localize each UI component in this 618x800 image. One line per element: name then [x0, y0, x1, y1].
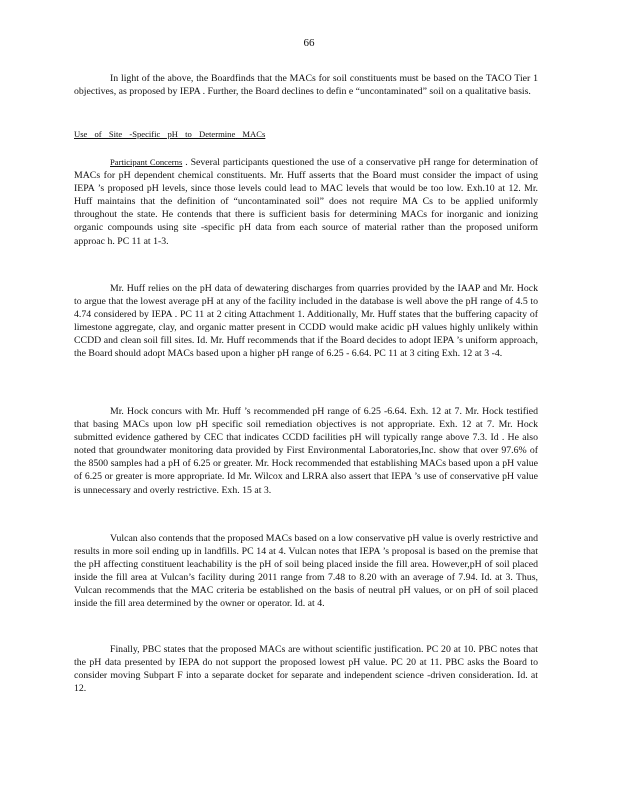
paragraph-text: Mr. Hock concurs with Mr. Huff ’s recommended pH range of 6.25 -6.64. Exh. 12 at 7. Mr. Hock testified that basing MACs upon low pH specific soil remediation objectives is not appropriate. Exh. 12 at 7. Mr. Hock submitted evidence gathered by CEC that indicates CCDD facilities pH will typically range above 7.3. Id . He also noted that groundwater monitoring data provided by First Environmental Laboratories,Inc. show that over 97.6% of the 8500 samples had a pH of 6.25 or greater. Mr. Hock recommended that establishing MACs based upon a pH value of 6.25 or greater is more appropriate. Id Mr. Wilcox and LRRA also assert that IEPA ’s use of conservative pH value is unnecessary and overly restrictive. Exh. 15 at 3. — [74, 406, 538, 496]
paragraph-text: Finally, PBC states that the proposed MACs are without scientific justification. PC 20 at 10. PBC notes that the pH data presented by IEPA do not support the proposed lowest pH value. PC 20 at 11. PBC asks the Board to consider moving Subpart F into a separate docket for separate and independent science -driven consideration. Id. at 12. — [74, 644, 538, 695]
paragraph-vulcan — [74, 532, 538, 611]
paragraph-text — [74, 156, 538, 248]
paragraph-participant-concerns — [74, 156, 538, 248]
paragraph-text: In light of the above, the Boardfinds that the MACs for soil constituents must be based on the TACO Tier 1 objectives, as proposed by IEPA . Further, the Board declines to defin e “uncontaminated” soil on a qualitative basis. — [74, 73, 538, 98]
section-heading-text: Use of Site -Specific pH to Determine MACs — [74, 129, 266, 139]
paragraph-text: Vulcan also contends that the proposed MACs based on a low conservative pH value is overly restrictive and results in more soil ending up in landfills. PC 14 at 4. Vulcan notes that IEPA ’s proposal is based on the premise that the pH affecting constituent leachability is the pH of soil being placed inside the fill area. However,pH of soil placed inside the fill area at Vulcan’s facility during 2011 range from 7.48 to 8.20 with an average of 7.94. Id. at 3. Thus, Vulcan recommends that the MAC criteria be established on the basis of neutral pH values, or on pH of soil placed inside the fill area determined by the owner or operator. Id. at 4. — [74, 533, 538, 610]
section-heading — [74, 128, 538, 141]
paragraph-body: . Several participants questioned the use of a conservative pH range for determination of MACs for pH dependent chemical constituents. Mr. Huff asserts that the Board must consider the impact of using IEPA ’s proposed pH levels, since those levels could lead to MAC levels that would be too low. Exh.10 at 12. Mr. Huff maintains that the definition of “uncontaminated soil” does not require MA Cs to be applied uniformly throughout the state. He contends that there is sufficient basis for determining MACs for inorganic and ionizing organic compounds using site -specific pH data from each source of material rather than the proposed uniform approac h. PC 11 at 1-3. — [74, 157, 538, 247]
page-number: 66 — [303, 37, 315, 49]
paragraph-pbc — [74, 643, 538, 695]
paragraph-huff-ph-data — [74, 282, 538, 361]
paragraph-text: Mr. Huff relies on the pH data of dewatering discharges from quarries provided by the IAAP and Mr. Hock to argue that the lowest average pH at any of the facility included in the database is well above the pH range of 4.5 to 4.74 considered by IEPA . PC 11 at 2 citing Attachment 1. Additionally, Mr. Huff states that the buffering capacity of limestone aggregate, clay, and organic matter present in CCDD would make acidic pH values highly unlikely within CCDD and clean soil fill sites. Id. Mr. Huff recommends that if the Board decides to adopt IEPA ’s uniform approach, the Board should adopt MACs based upon a higher pH range of 6.25 - 6.64. PC 11 at 3 citing Exh. 12 at 3 -4. — [74, 283, 538, 360]
paragraph-board-finds — [74, 72, 538, 98]
paragraph-hock-concurs — [74, 405, 538, 497]
run-in-heading: Participant Concerns — [110, 157, 183, 167]
